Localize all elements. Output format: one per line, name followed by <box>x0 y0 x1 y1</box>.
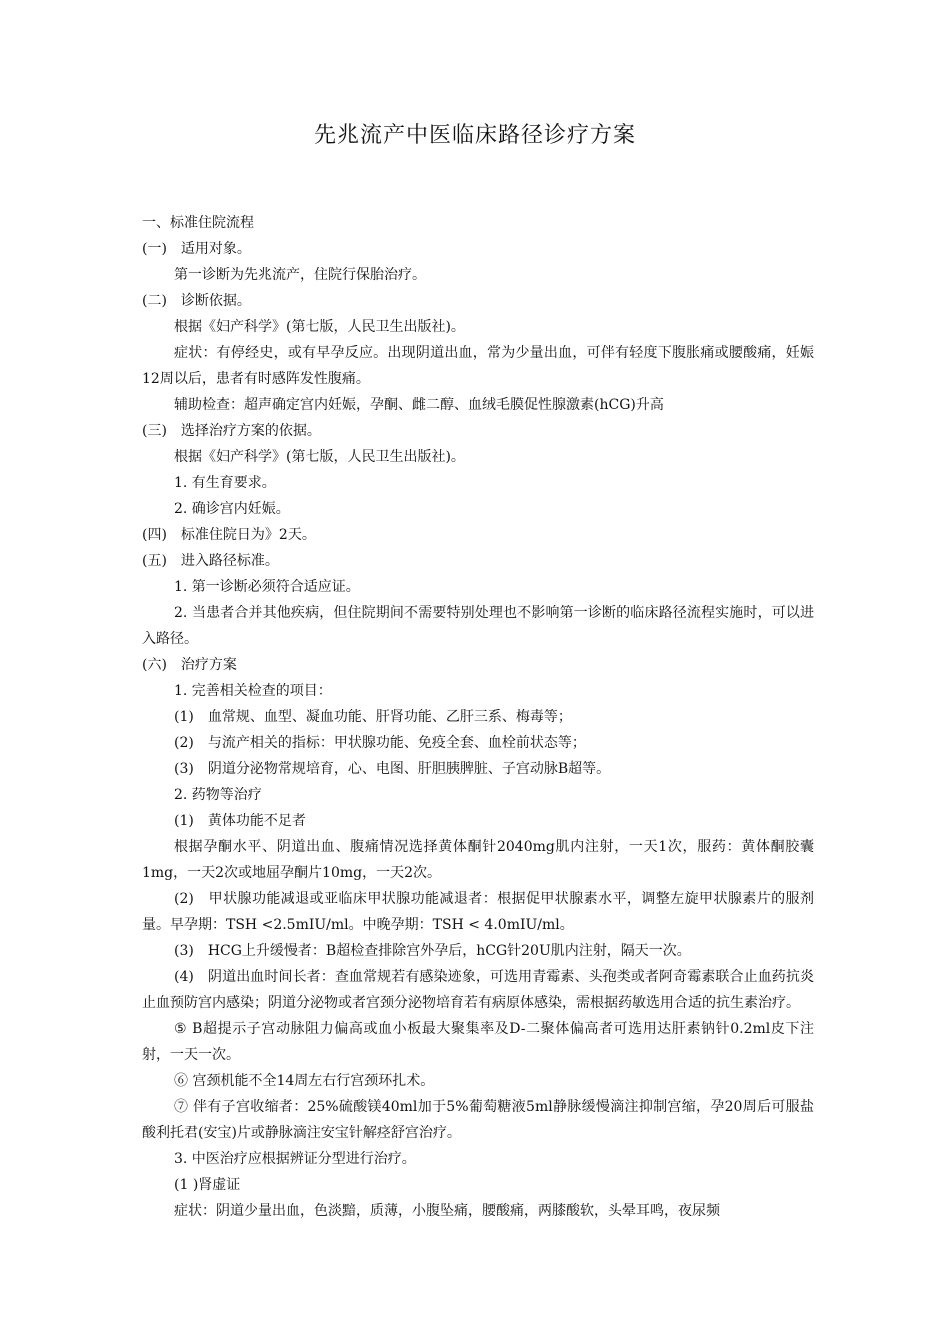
section-heading: 一、标准住院流程 <box>142 215 254 231</box>
paragraph-text: 根据孕酮水平、阴道出血、腹痛情况选择黄体酮针2040mg肌内注射，一天1次，服药：黄体酮胶囊1mg，一天2次或地屈孕酮片10mg，一天2次。 <box>142 839 814 881</box>
list-item: 3. 中医治疗应根据辨证分型进行治疗。 <box>174 1151 416 1167</box>
list-item: 1. 有生育要求。 <box>174 475 276 491</box>
subsection-heading: (四) 标准住院日为》2天。 <box>142 527 316 543</box>
subsection-heading: (六) 治疗方案 <box>142 657 237 673</box>
paragraph <box>142 834 814 886</box>
subsection-heading: (二) 诊断依据。 <box>142 293 251 309</box>
page-title: 先兆流产中医临床路径诊疗方案 <box>313 123 636 148</box>
list-item: (1) 黄体功能不足者 <box>174 813 306 829</box>
list-item: 2. 药物等治疗 <box>174 787 262 803</box>
list-item: 1. 第一诊断必须符合适应证。 <box>174 579 360 595</box>
list-item: (1) 血常规、血型、凝血功能、肝肾功能、乙肝三系、梅毒等； <box>174 709 572 725</box>
list-item <box>142 964 814 1016</box>
list-item: 1. 完善相关检查的项目： <box>174 683 332 699</box>
paragraph <box>142 340 814 392</box>
paragraph-text: (2) 甲状腺功能减退或亚临床甲状腺功能减退者：根据促甲状腺素水平，调整左旋甲状腺素片的服剂量。早孕期：TSH <2.5mIU/ml。中晚孕期：TSH < 4.0mIU/ml。 <box>142 891 814 933</box>
paragraph-text: ⑦ 伴有子宫收缩者：25%硫酸镁40ml加于5%葡萄糖液5ml静脉缓慢滴注抑制宫缩，孕20周后可服盐酸利托君(安宝)片或静脉滴注安宝针解痉舒宫治疗。 <box>142 1099 814 1141</box>
paragraph: 根据《妇产科学》(第七版，人民卫生出版社)。 <box>174 449 465 465</box>
list-item: 2. 确诊宫内妊娠。 <box>174 501 290 517</box>
list-item: (3) HCG上升缓慢者：B超检查排除宫外孕后，hCG针20U肌内注射，隔天一次。 <box>174 943 691 959</box>
list-item: ⑥ 宫颈机能不全14周左右行宫颈环扎术。 <box>174 1073 435 1089</box>
paragraph: 根据《妇产科学》(第七版，人民卫生出版社)。 <box>174 319 465 335</box>
document-body <box>142 210 814 1224</box>
list-item: (2) 与流产相关的指标：甲状腺功能、免疫全套、血栓前状态等； <box>174 735 586 751</box>
paragraph-text: ⑤ B超提示子宫动脉阻力偏高或血小板最大聚集率及D-二聚体偏高者可选用达肝素钠针0.2ml皮下注射，一天一次。 <box>142 1021 814 1063</box>
list-item: (3) 阴道分泌物常规培育，心、电图、肝胆胰脾脏、子宫动脉B超等。 <box>174 761 611 777</box>
paragraph: 第一诊断为先兆流产，住院行保胎治疗。 <box>174 267 426 283</box>
paragraph-text: 症状：有停经史，或有早孕反应。出现阴道出血，常为少量出血，可伴有轻度下腹胀痛或腰酸痛，妊娠12周以后，患者有时感阵发性腹痛。 <box>142 345 814 387</box>
list-item <box>142 1094 814 1146</box>
subsection-heading: (五) 进入路径标准。 <box>142 553 279 569</box>
list-item <box>142 886 814 938</box>
list-item: (1 )肾虚证 <box>174 1177 241 1193</box>
paragraph-text: 2. 当患者合并其他疾病，但住院期间不需要特别处理也不影响第一诊断的临床路径流程实施时，可以进入路径。 <box>142 605 814 647</box>
paragraph: 症状：阴道少量出血，色淡黯，质薄，小腹坠痛，腰酸痛，两膝酸软，头晕耳鸣，夜尿频 <box>174 1203 720 1219</box>
subsection-heading: (一) 适用对象。 <box>142 241 251 257</box>
paragraph-text: (4) 阴道出血时间长者：查血常规若有感染迹象，可选用青霉素、头孢类或者阿奇霉素联合止血药抗炎止血预防宫内感染；阴道分泌物或者宫颈分泌物培育若有病原体感染，需根据药敏选用合适的抗生素治疗。 <box>142 969 814 1011</box>
paragraph: 辅助检查：超声确定宫内妊娠，孕酮、雌二醇、血绒毛膜促性腺激素(hCG)升高 <box>174 397 664 413</box>
subsection-heading: (三) 选择治疗方案的依据。 <box>142 423 321 439</box>
list-item <box>142 1016 814 1068</box>
list-item <box>142 600 814 652</box>
